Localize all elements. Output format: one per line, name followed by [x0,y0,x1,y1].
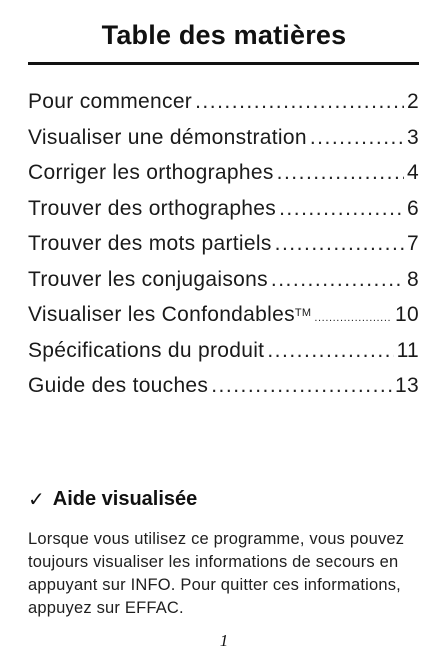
toc-entry-visualiser-confondables[interactable] [28,301,419,337]
checkmark-icon: ✓ [28,489,45,511]
help-body-text: Lorsque vous utilisez ce programme, vous pouvez toujours visualiser les informations de secours en appuyant sur INFO. Pour quitter ces informations, appuyez sur EFFAC. [28,530,405,617]
title-divider [28,62,419,65]
dot-leader [271,266,404,294]
toc-entry-visualiser-demonstration[interactable] [28,124,419,160]
dot-leader [314,304,392,332]
toc-entry-label: Guide des touches [28,374,209,397]
toc-entry-page: 3 [407,125,419,149]
toc-entry-trouver-conjugaisons[interactable] [28,266,419,302]
table-of-contents [28,88,419,408]
toc-entry-label: Trouver les conjugaisons [28,267,268,291]
page-number: 1 [219,631,229,650]
toc-entry-trouver-mots-partiels[interactable] [28,230,419,266]
toc-entry-page: 10 [395,303,419,326]
toc-entry-label: Trouver des orthographes [28,196,277,220]
toc-entry-label: Corriger les orthographes [28,161,274,184]
dot-leader [211,372,392,400]
toc-entry-trouver-orthographes[interactable] [28,195,419,231]
toc-entry-label: Visualiser une démonstration [28,125,307,149]
toc-entry-page: 8 [407,267,419,291]
toc-entry-page: 6 [407,196,419,220]
toc-entry-page: 13 [395,374,419,397]
toc-entry-pour-commencer[interactable] [28,88,419,124]
toc-entry-label: Pour commencer [28,90,193,113]
dot-leader [195,88,404,116]
trademark-mark: TM [294,307,312,319]
toc-entry-page: 7 [407,232,419,255]
toc-entry-specifications-produit[interactable] [28,337,419,373]
page-title: Table des matières [101,20,347,50]
help-heading-text: Aide visualisée [52,488,198,510]
dot-leader [277,159,404,187]
toc-entry-page: 11 [396,338,419,362]
toc-entry-page: 4 [407,161,419,184]
toc-entry-guide-touches[interactable] [28,372,419,408]
dot-leader [267,337,393,365]
toc-entry-corriger-orthographes[interactable] [28,159,419,195]
toc-entry-label: Spécifications du produit [28,338,265,362]
dot-leader [310,124,404,152]
dot-leader [279,195,404,223]
dot-leader [275,230,404,258]
toc-entry-label-text: Visualiser les Confondables [28,303,295,326]
toc-entry-label: Trouver des mots partiels [28,232,272,255]
help-heading [28,487,197,512]
toc-entry-label [28,301,311,329]
toc-entry-page: 2 [407,90,419,113]
